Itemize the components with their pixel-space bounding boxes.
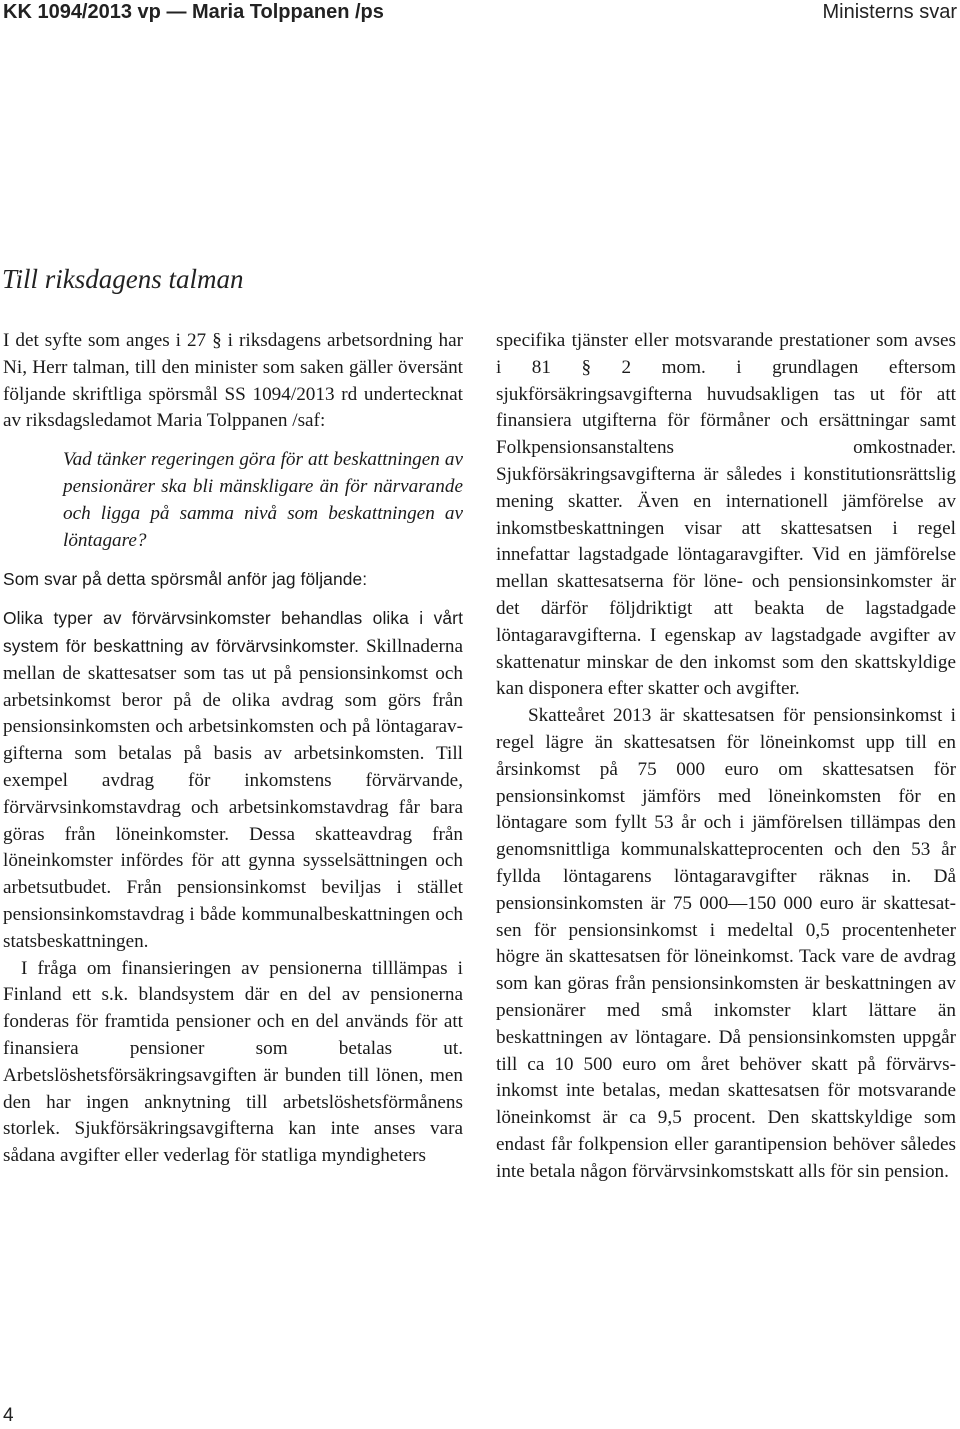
intro-paragraph: I det syfte som anges i 27 § i riksdagens arbetsordning har Ni, Herr talman, till den minister som saken gäller översänt följande skriftliga spörsmål SS 1094/2013 rd undertecknat av riksdagsledamot Maria Tolppanen /saf: xyxy=(3,330,463,432)
body-paragraph-4: Skatteåret 2013 är skattesatsen för pensionsinkomst i regel lägre än skattesatsen för löneinkomst upp till en årsinkomst på 75 000 euro om skattesatsen för pensionsinkomst jämförs med löneinkomsten för en löntagare som fyllt 53 år och i jämförelsen tillämpas den genomsnittliga kommunalskatteprocenten och den 53 år fyllda löntagarens löntagaravgifter räknas in. Då pensionsinkomsten är 75 000—150 000 euro är skattesatsen för pensionsinkomst i medeltal 0,5 procentenheter högre än skattesatsen för löneinkomst. Tack vare de avdrag som kan göras från pensionsinkomsten är beskattningen av pensionärer med små inkomster klart lättare än beskattningen av löntagare. Då pensionsinkomsten uppgår till ca 10 500 euro om året behöver skatt på förvärvsinkomst inte betalas, medan skattesatsen för motsvarande löneinkomst är ca 9,5 procent. Den skattskyldige som endast får folkpension eller garantipension behöver således inte betala någon förvärvsinkomstskatt alls för sin pension. xyxy=(496,705,956,1182)
left-column xyxy=(3,328,463,1170)
question-quote: Vad tänker regeringen göra för att beskattningen av pensionärer ska bli mänskligare än för närvarande och ligga på samma nivå som beskattningen av löntagare? xyxy=(63,449,463,551)
page-header xyxy=(0,0,960,26)
page-number: 4 xyxy=(3,1405,14,1426)
document-reference: KK 1094/2013 vp — Maria Tolppanen /ps xyxy=(3,1,384,23)
body-paragraph-1-rest: Skillnaderna mellan de skattesatser som tas ut på pensionsinkomst och arbetsinkomst beror på de olika avdrag som görs från pensionsinkomsten och arbetsinkomsten och på löntagaravgifterna som betalas på basis av arbetsinkomsten. Till exempel avdrag för inkomstens förvärvande, förvärvsinkomstavdrag och arbetsinkomstavdrag får bara göras från löneinkomster. Dessa skatteavdrag från löneinkomster infördes för att gynna sysselsättningen och arbetsutbudet. Från pensionsinkomst beviljas i stället pensionsinkomstavdrag i både kommunalbeskattningen och statsbeskattningen. xyxy=(3,635,463,952)
answer-lead: Som svar på detta spörsmål anför jag följande: xyxy=(3,569,368,590)
right-column xyxy=(496,328,956,1186)
body-paragraph-1 xyxy=(3,605,463,955)
body-paragraph-3: specifika tjänster eller motsvarande prestationer som avses i 81 § 2 mom. i grundlagen eftersom sjukförsäkringsavgifterna huvudsakligen tas ut för att finansiera utgifterna för förmåner och ersättningar samt Folkpensionsanstaltens omkostnader. Sjukförsäkringsavgifterna är således i konstitutionsrättslig mening skatter. Även en internationell jämförelse av inkomstbeskattningen visar att skattesatsen i regel innefattar lagstadgade löntagaravgifter. Vid en jämförelse mellan skattesatserna för löne- och pensionsinkomster är det därför följdriktigt att beakta de lagstadgade löntagaravgifterna. I egenskap av lagstadgade avgifter av skattenatur minskar de den inkomst som den skattskyldige kan disponera efter skatter och avgifter. xyxy=(496,330,956,700)
document-title: Till riksdagens talman xyxy=(2,264,244,294)
body-paragraph-2: I fråga om finansieringen av pensionerna tilllämpas i Finland ett s.k. blandsystem där en del av pensionerna fonderas för framtida pensioner och en del används för att finansiera pensioner som betalas ut. Arbetslöshetsförsäkringsavgiften är bunden till lönen, men den har ingen anknytning till arbetslöshetsförmånens storlek. Sjukförsäkringsavgifterna kan inte anses vara sådana avgifter eller vederlag för statliga myndigheters xyxy=(3,957,463,1167)
section-label: Ministerns svar xyxy=(822,1,957,23)
body-paragraph-1-lead: Olika typer av förvärvsinkomster behandlas olika i vårt system för beskattning av förvärvsinkomster. xyxy=(3,608,463,656)
